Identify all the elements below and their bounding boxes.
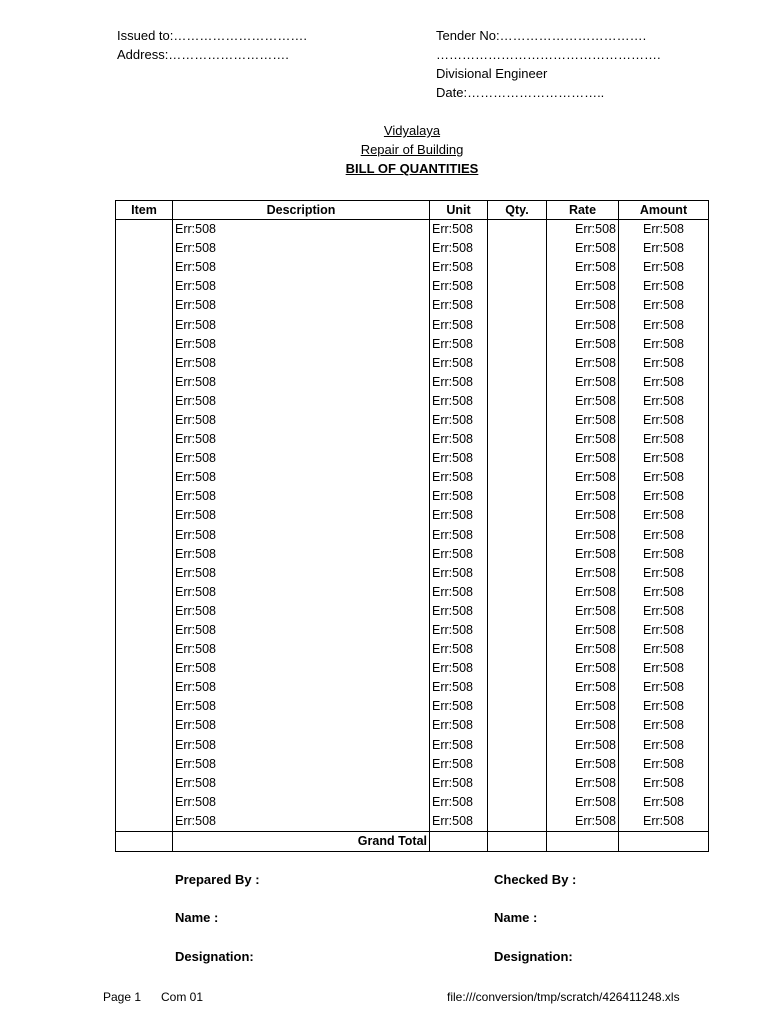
description-cell: Err:508 bbox=[173, 736, 430, 755]
amount-cell: Err:508 bbox=[619, 697, 709, 716]
qty-cell bbox=[488, 335, 547, 354]
description-cell: Err:508 bbox=[173, 373, 430, 392]
unit-cell: Err:508 bbox=[430, 239, 488, 258]
table-row bbox=[116, 430, 709, 449]
rate-cell: Err:508 bbox=[547, 545, 619, 564]
qty-cell bbox=[488, 659, 547, 678]
description-cell: Err:508 bbox=[173, 258, 430, 277]
item-cell bbox=[116, 774, 173, 793]
grand-total-amount-cell bbox=[619, 832, 709, 852]
description-cell: Err:508 bbox=[173, 315, 430, 334]
title-vidyalaya: Vidyalaya bbox=[383, 123, 441, 138]
qty-cell bbox=[488, 793, 547, 812]
table-row bbox=[116, 296, 709, 315]
qty-cell bbox=[488, 583, 547, 602]
rate-cell: Err:508 bbox=[547, 296, 619, 315]
unit-cell: Err:508 bbox=[430, 335, 488, 354]
unit-cell: Err:508 bbox=[430, 640, 488, 659]
qty-cell bbox=[488, 220, 547, 240]
table-row bbox=[116, 411, 709, 430]
item-cell bbox=[116, 659, 173, 678]
address-label: Address:………………………. bbox=[117, 47, 289, 62]
item-cell bbox=[116, 564, 173, 583]
rate-cell: Err:508 bbox=[547, 220, 619, 240]
description-cell: Err:508 bbox=[173, 239, 430, 258]
description-cell: Err:508 bbox=[173, 602, 430, 621]
amount-cell: Err:508 bbox=[619, 220, 709, 240]
table-row bbox=[116, 392, 709, 411]
issued-to-label: Issued to:…………………………. bbox=[117, 28, 307, 43]
checked-by-label: Checked By : bbox=[494, 872, 577, 887]
footer-page: Page 1 bbox=[103, 990, 142, 1004]
amount-cell: Err:508 bbox=[619, 812, 709, 832]
unit-cell: Err:508 bbox=[430, 430, 488, 449]
description-cell: Err:508 bbox=[173, 296, 430, 315]
unit-cell: Err:508 bbox=[430, 449, 488, 468]
amount-cell: Err:508 bbox=[619, 258, 709, 277]
table-row bbox=[116, 716, 709, 735]
amount-cell: Err:508 bbox=[619, 621, 709, 640]
amount-cell: Err:508 bbox=[619, 526, 709, 545]
amount-cell: Err:508 bbox=[619, 354, 709, 373]
qty-cell bbox=[488, 258, 547, 277]
qty-cell bbox=[488, 678, 547, 697]
item-cell bbox=[116, 812, 173, 832]
qty-cell bbox=[488, 411, 547, 430]
amount-cell: Err:508 bbox=[619, 335, 709, 354]
rate-cell: Err:508 bbox=[547, 564, 619, 583]
qty-cell bbox=[488, 373, 547, 392]
description-cell: Err:508 bbox=[173, 277, 430, 296]
description-cell: Err:508 bbox=[173, 621, 430, 640]
item-cell bbox=[116, 755, 173, 774]
rate-cell: Err:508 bbox=[547, 506, 619, 525]
qty-cell bbox=[488, 774, 547, 793]
unit-cell: Err:508 bbox=[430, 526, 488, 545]
item-cell bbox=[116, 793, 173, 812]
qty-cell bbox=[488, 354, 547, 373]
amount-cell: Err:508 bbox=[619, 659, 709, 678]
amount-cell: Err:508 bbox=[619, 793, 709, 812]
qty-cell bbox=[488, 277, 547, 296]
footer-sheet: Com 01 bbox=[161, 990, 204, 1004]
unit-cell: Err:508 bbox=[430, 296, 488, 315]
qty-cell bbox=[488, 430, 547, 449]
description-cell: Err:508 bbox=[173, 392, 430, 411]
unit-cell: Err:508 bbox=[430, 716, 488, 735]
item-cell bbox=[116, 411, 173, 430]
table-row bbox=[116, 736, 709, 755]
col-header-unit: Unit bbox=[430, 201, 488, 220]
item-cell bbox=[116, 315, 173, 334]
item-cell bbox=[116, 220, 173, 240]
rate-cell: Err:508 bbox=[547, 335, 619, 354]
table-body bbox=[116, 220, 709, 832]
item-cell bbox=[116, 640, 173, 659]
rate-cell: Err:508 bbox=[547, 392, 619, 411]
unit-cell: Err:508 bbox=[430, 506, 488, 525]
item-cell bbox=[116, 736, 173, 755]
table-row bbox=[116, 678, 709, 697]
description-cell: Err:508 bbox=[173, 545, 430, 564]
amount-cell: Err:508 bbox=[619, 296, 709, 315]
rate-cell: Err:508 bbox=[547, 640, 619, 659]
unit-cell: Err:508 bbox=[430, 755, 488, 774]
name-label-right: Name : bbox=[494, 910, 538, 925]
footer-path: file:///conversion/tmp/scratch/426411248.xls bbox=[447, 990, 680, 1004]
description-cell: Err:508 bbox=[173, 335, 430, 354]
table-row bbox=[116, 506, 709, 525]
dotted-line: ……………………………………………. bbox=[436, 47, 661, 62]
item-cell bbox=[116, 335, 173, 354]
item-cell bbox=[116, 583, 173, 602]
grand-total-item-cell bbox=[116, 832, 173, 852]
table-row bbox=[116, 812, 709, 832]
rate-cell: Err:508 bbox=[547, 716, 619, 735]
qty-cell bbox=[488, 812, 547, 832]
qty-cell bbox=[488, 545, 547, 564]
qty-cell bbox=[488, 716, 547, 735]
rate-cell: Err:508 bbox=[547, 736, 619, 755]
unit-cell: Err:508 bbox=[430, 354, 488, 373]
qty-cell bbox=[488, 564, 547, 583]
table-row bbox=[116, 239, 709, 258]
table-row bbox=[116, 526, 709, 545]
amount-cell: Err:508 bbox=[619, 315, 709, 334]
unit-cell: Err:508 bbox=[430, 220, 488, 240]
table-row bbox=[116, 755, 709, 774]
rate-cell: Err:508 bbox=[547, 354, 619, 373]
rate-cell: Err:508 bbox=[547, 526, 619, 545]
col-header-amount: Amount bbox=[619, 201, 709, 220]
rate-cell: Err:508 bbox=[547, 411, 619, 430]
item-cell bbox=[116, 621, 173, 640]
item-cell bbox=[116, 354, 173, 373]
col-header-rate: Rate bbox=[547, 201, 619, 220]
description-cell: Err:508 bbox=[173, 583, 430, 602]
prepared-by-label: Prepared By : bbox=[175, 872, 260, 887]
unit-cell: Err:508 bbox=[430, 468, 488, 487]
item-cell bbox=[116, 716, 173, 735]
description-cell: Err:508 bbox=[173, 354, 430, 373]
item-cell bbox=[116, 239, 173, 258]
amount-cell: Err:508 bbox=[619, 277, 709, 296]
amount-cell: Err:508 bbox=[619, 392, 709, 411]
unit-cell: Err:508 bbox=[430, 659, 488, 678]
unit-cell: Err:508 bbox=[430, 774, 488, 793]
amount-cell: Err:508 bbox=[619, 430, 709, 449]
item-cell bbox=[116, 449, 173, 468]
rate-cell: Err:508 bbox=[547, 602, 619, 621]
item-cell bbox=[116, 545, 173, 564]
amount-cell: Err:508 bbox=[619, 468, 709, 487]
grand-total-unit-cell bbox=[430, 832, 488, 852]
table-row bbox=[116, 220, 709, 240]
col-header-description: Description bbox=[173, 201, 430, 220]
rate-cell: Err:508 bbox=[547, 239, 619, 258]
table-row bbox=[116, 659, 709, 678]
amount-cell: Err:508 bbox=[619, 411, 709, 430]
col-header-qty: Qty. bbox=[488, 201, 547, 220]
description-cell: Err:508 bbox=[173, 659, 430, 678]
unit-cell: Err:508 bbox=[430, 411, 488, 430]
description-cell: Err:508 bbox=[173, 430, 430, 449]
description-cell: Err:508 bbox=[173, 449, 430, 468]
amount-cell: Err:508 bbox=[619, 583, 709, 602]
table-row bbox=[116, 487, 709, 506]
item-cell bbox=[116, 373, 173, 392]
amount-cell: Err:508 bbox=[619, 755, 709, 774]
qty-cell bbox=[488, 468, 547, 487]
title-repair: Repair of Building bbox=[360, 142, 464, 157]
unit-cell: Err:508 bbox=[430, 564, 488, 583]
unit-cell: Err:508 bbox=[430, 602, 488, 621]
qty-cell bbox=[488, 239, 547, 258]
rate-cell: Err:508 bbox=[547, 793, 619, 812]
amount-cell: Err:508 bbox=[619, 640, 709, 659]
description-cell: Err:508 bbox=[173, 564, 430, 583]
table-row bbox=[116, 354, 709, 373]
rate-cell: Err:508 bbox=[547, 659, 619, 678]
table-row bbox=[116, 277, 709, 296]
table-row bbox=[116, 564, 709, 583]
table-row bbox=[116, 335, 709, 354]
rate-cell: Err:508 bbox=[547, 468, 619, 487]
description-cell: Err:508 bbox=[173, 468, 430, 487]
unit-cell: Err:508 bbox=[430, 621, 488, 640]
rate-cell: Err:508 bbox=[547, 812, 619, 832]
rate-cell: Err:508 bbox=[547, 277, 619, 296]
item-cell bbox=[116, 487, 173, 506]
item-cell bbox=[116, 526, 173, 545]
item-cell bbox=[116, 602, 173, 621]
qty-cell bbox=[488, 296, 547, 315]
description-cell: Err:508 bbox=[173, 411, 430, 430]
grand-total-row bbox=[116, 832, 709, 852]
amount-cell: Err:508 bbox=[619, 239, 709, 258]
date-label: Date:………………………….. bbox=[436, 85, 605, 100]
table-row bbox=[116, 583, 709, 602]
unit-cell: Err:508 bbox=[430, 697, 488, 716]
unit-cell: Err:508 bbox=[430, 373, 488, 392]
item-cell bbox=[116, 392, 173, 411]
unit-cell: Err:508 bbox=[430, 487, 488, 506]
rate-cell: Err:508 bbox=[547, 621, 619, 640]
table-row bbox=[116, 315, 709, 334]
table-row bbox=[116, 258, 709, 277]
description-cell: Err:508 bbox=[173, 716, 430, 735]
grand-total-rate-cell bbox=[547, 832, 619, 852]
table-row bbox=[116, 640, 709, 659]
table-row bbox=[116, 449, 709, 468]
item-cell bbox=[116, 697, 173, 716]
name-label-left: Name : bbox=[175, 910, 219, 925]
amount-cell: Err:508 bbox=[619, 678, 709, 697]
item-cell bbox=[116, 506, 173, 525]
qty-cell bbox=[488, 736, 547, 755]
table-row bbox=[116, 621, 709, 640]
description-cell: Err:508 bbox=[173, 793, 430, 812]
amount-cell: Err:508 bbox=[619, 506, 709, 525]
qty-cell bbox=[488, 526, 547, 545]
unit-cell: Err:508 bbox=[430, 736, 488, 755]
description-cell: Err:508 bbox=[173, 487, 430, 506]
rate-cell: Err:508 bbox=[547, 258, 619, 277]
table-row bbox=[116, 697, 709, 716]
amount-cell: Err:508 bbox=[619, 602, 709, 621]
amount-cell: Err:508 bbox=[619, 736, 709, 755]
description-cell: Err:508 bbox=[173, 774, 430, 793]
qty-cell bbox=[488, 506, 547, 525]
rate-cell: Err:508 bbox=[547, 583, 619, 602]
description-cell: Err:508 bbox=[173, 678, 430, 697]
unit-cell: Err:508 bbox=[430, 812, 488, 832]
table-row bbox=[116, 793, 709, 812]
unit-cell: Err:508 bbox=[430, 583, 488, 602]
rate-cell: Err:508 bbox=[547, 755, 619, 774]
table-row bbox=[116, 602, 709, 621]
table-row bbox=[116, 373, 709, 392]
divisional-engineer-label: Divisional Engineer bbox=[436, 66, 548, 81]
description-cell: Err:508 bbox=[173, 220, 430, 240]
unit-cell: Err:508 bbox=[430, 793, 488, 812]
qty-cell bbox=[488, 697, 547, 716]
unit-cell: Err:508 bbox=[430, 545, 488, 564]
item-cell bbox=[116, 678, 173, 697]
grand-total-qty-cell bbox=[488, 832, 547, 852]
unit-cell: Err:508 bbox=[430, 392, 488, 411]
qty-cell bbox=[488, 449, 547, 468]
amount-cell: Err:508 bbox=[619, 774, 709, 793]
col-header-item: Item bbox=[116, 201, 173, 220]
table-header-row bbox=[116, 201, 709, 220]
rate-cell: Err:508 bbox=[547, 430, 619, 449]
tender-no-label: Tender No:……………………………. bbox=[436, 28, 647, 43]
table-row bbox=[116, 468, 709, 487]
qty-cell bbox=[488, 392, 547, 411]
description-cell: Err:508 bbox=[173, 506, 430, 525]
rate-cell: Err:508 bbox=[547, 487, 619, 506]
designation-label-left: Designation: bbox=[175, 949, 254, 964]
qty-cell bbox=[488, 602, 547, 621]
title-boq: BILL OF QUANTITIES bbox=[345, 161, 479, 176]
description-cell: Err:508 bbox=[173, 755, 430, 774]
boq-table bbox=[115, 200, 709, 852]
amount-cell: Err:508 bbox=[619, 716, 709, 735]
unit-cell: Err:508 bbox=[430, 678, 488, 697]
unit-cell: Err:508 bbox=[430, 315, 488, 334]
description-cell: Err:508 bbox=[173, 697, 430, 716]
description-cell: Err:508 bbox=[173, 526, 430, 545]
qty-cell bbox=[488, 640, 547, 659]
amount-cell: Err:508 bbox=[619, 564, 709, 583]
qty-cell bbox=[488, 621, 547, 640]
amount-cell: Err:508 bbox=[619, 449, 709, 468]
rate-cell: Err:508 bbox=[547, 449, 619, 468]
rate-cell: Err:508 bbox=[547, 315, 619, 334]
qty-cell bbox=[488, 315, 547, 334]
rate-cell: Err:508 bbox=[547, 373, 619, 392]
amount-cell: Err:508 bbox=[619, 545, 709, 564]
amount-cell: Err:508 bbox=[619, 487, 709, 506]
rate-cell: Err:508 bbox=[547, 774, 619, 793]
designation-label-right: Designation: bbox=[494, 949, 573, 964]
table-row bbox=[116, 545, 709, 564]
item-cell bbox=[116, 296, 173, 315]
unit-cell: Err:508 bbox=[430, 277, 488, 296]
item-cell bbox=[116, 258, 173, 277]
description-cell: Err:508 bbox=[173, 640, 430, 659]
amount-cell: Err:508 bbox=[619, 373, 709, 392]
qty-cell bbox=[488, 755, 547, 774]
item-cell bbox=[116, 430, 173, 449]
rate-cell: Err:508 bbox=[547, 697, 619, 716]
description-cell: Err:508 bbox=[173, 812, 430, 832]
rate-cell: Err:508 bbox=[547, 678, 619, 697]
item-cell bbox=[116, 277, 173, 296]
table-row bbox=[116, 774, 709, 793]
qty-cell bbox=[488, 487, 547, 506]
unit-cell: Err:508 bbox=[430, 258, 488, 277]
item-cell bbox=[116, 468, 173, 487]
grand-total-label: Grand Total bbox=[173, 832, 430, 852]
